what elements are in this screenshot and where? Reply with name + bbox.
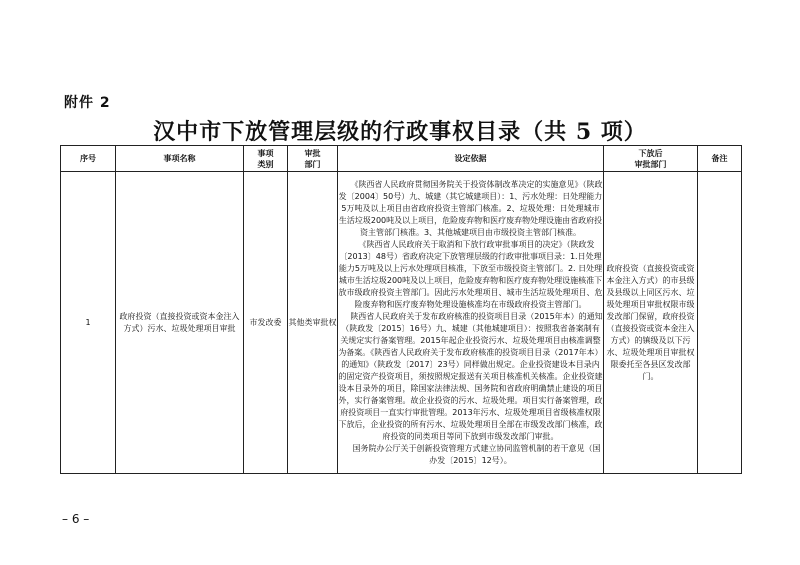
- cell-item-name: 政府投资（直接投资或资本金注入方式）污水、垃圾处理项目审批: [116, 172, 244, 474]
- header-approval-line1: 审批: [304, 148, 321, 158]
- cell-approval: 其他类审批权: [288, 172, 338, 474]
- authority-table: [60, 145, 742, 474]
- cell-new-dept: 政府投资（直接投资或资本金注入方式）的市县级及县级以上同区污水、垃圾处理项目审批权限市级发改部门保留，政府投资（直接投资或资本金注入方式）的镇级及以下污水、垃圾处理项目审批权限委托至各县区发改部门。: [604, 172, 698, 474]
- header-new-dept: [604, 146, 698, 172]
- header-remarks: 备注: [698, 146, 742, 172]
- basis-paragraph-4: 国务院办公厅关于创新投资管理方式建立协同监管机制的若干意见（国办发〔2015〕12号）。: [352, 443, 601, 465]
- header-item-name: 事项名称: [116, 146, 244, 172]
- cell-basis: [338, 172, 604, 474]
- header-category: [244, 146, 288, 172]
- header-new-dept-line1: 下放后: [638, 148, 663, 158]
- header-basis: 设定依据: [338, 146, 604, 172]
- basis-paragraph-3: 陕西省人民政府关于发布政府核准的投资项目目录（2015年本）的通知（陕政发〔2015〕16号）九、城建（其他城建项目）：按照我省备案制有关规定实行备案管理。2015年起企业投资污水、垃圾处理项目由核准调整为备案。《陕西省人民政府关于发布政府核准的投资项目目录（2017年本）的通知》（陕政发〔2017〕23号）同样做出规定。企业投资建设本目录内的固定资产投资项目，须按照规定报送有关项目核准机关核准。企业投资建设本目录外的项目，除国家法律法规、国务院和省政府明确禁止建设的项目外，实行备案管理。故企业投资的污水、垃圾处理。项目实行备案管理，政府投资项目一直实行审批管理。2013年污水、垃圾处理项目省级核准权限下放后，企业投资的所有污水、垃圾处理项目全部在市级发改部门核准，政府投资的同类项目等同下放到市级发改部门审批。: [338, 311, 603, 441]
- header-seq: 序号: [61, 146, 116, 172]
- cell-remarks: [698, 172, 742, 474]
- header-approval-line2: 部门: [304, 159, 321, 169]
- attachment-label: 附件 2: [64, 95, 111, 111]
- table-row: [61, 172, 742, 474]
- cell-seq: 1: [61, 172, 116, 474]
- table-header-row: [61, 146, 742, 172]
- basis-paragraph-1: 《陕西省人民政府贯彻国务院关于投资体制改革决定的实施意见》（陕政发〔2004〕50号）九、城建（其它城建项目）：1、污水处理：日处理能力5万吨及以上项目由省政府投资主管部门核准。2、垃圾处理：日处理城市生活垃圾200吨及以上项目，危险废弃物和医疗废弃物处理设施由省政府投资主管部门核准。3、其他城建项目由市级投资主管部门核准。: [338, 179, 603, 237]
- header-new-dept-line2: 审批部门: [634, 159, 667, 169]
- header-category-line1: 事项: [257, 148, 274, 158]
- cell-category: 市发改委: [244, 172, 288, 474]
- basis-paragraph-2: 《陕西省人民政府关于取消和下放行政审批事项目的决定》（陕政发〔2013〕48号）省政府决定下放管理层级的行政审批事项目录：1.日处理能力5万吨及以上污水处理项目核准，下放至市级投资主管部门。2. 日处理城市生活垃圾200吨及以上项目，危险废弃物和医疗废弃物处理设施核准下放市级政府投资主管部门。因此污水处理项目、城市生活垃圾处理项目、危险废弃物和医疗废弃物处理设施核准均在市级政府投资主管部门。: [338, 239, 603, 309]
- header-approval-dept: [288, 146, 338, 172]
- page-number: – 6 –: [62, 512, 90, 526]
- header-category-line2: 类别: [257, 159, 274, 169]
- document-title: 汉中市下放管理层级的行政事权目录（共 5 项）: [153, 119, 647, 145]
